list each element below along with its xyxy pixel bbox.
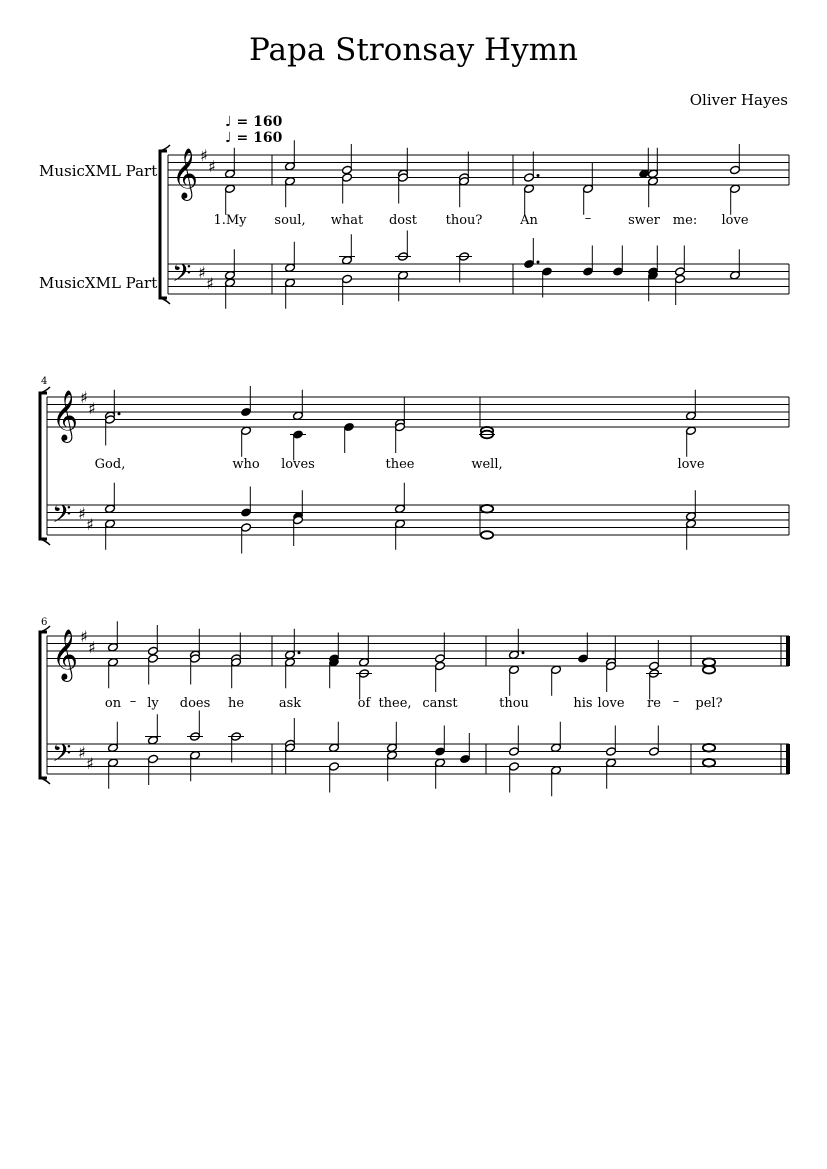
lyric-syllable: his (573, 696, 593, 711)
lyric-syllable: soul, (274, 213, 306, 228)
sharp-icon: ♯ (88, 399, 96, 418)
lyric-syllable: 1.My (213, 213, 247, 228)
lyric-syllable: on (104, 696, 122, 711)
composer-name: Oliver Hayes (689, 91, 788, 109)
score-title: Papa Stronsay Hymn (249, 32, 578, 68)
dot (522, 651, 525, 654)
lyric-syllable: thou (499, 696, 529, 711)
lyric-syllable: dost (388, 213, 418, 228)
treble-clef-icon: 𝄞 (172, 148, 199, 199)
sharp-icon: ♯ (86, 754, 94, 773)
lyric-syllable: ly (147, 696, 159, 711)
system-bracket (40, 393, 47, 539)
measure-number: 4 (41, 376, 48, 387)
part-name-lower: MusicXML Part (39, 274, 158, 292)
lyric-syllable: canst (422, 696, 458, 711)
tempo-marking-2: ♩ = 160 (225, 130, 283, 146)
bass-clef-icon: 𝄢 (52, 739, 72, 774)
sharp-icon: ♯ (208, 157, 216, 176)
whole-note (703, 666, 715, 674)
lyric-hyphen: – (129, 694, 137, 709)
treble-clef-icon: 𝄞 (52, 390, 79, 441)
lyric-syllable: An (520, 213, 538, 228)
sharp-icon: ♯ (80, 388, 88, 407)
lyric-syllable: thee (385, 457, 415, 472)
lyric-syllable: thee, (378, 696, 412, 711)
lyric-syllable: ask (278, 696, 302, 711)
lyric-hyphen: – (672, 694, 680, 709)
whole-note (703, 658, 715, 666)
lyric-syllable: he (227, 696, 245, 711)
bass-clef-icon: 𝄢 (172, 259, 192, 294)
lyric-syllable: does (179, 696, 211, 711)
sharp-icon: ♯ (88, 638, 96, 657)
lyric-syllable: loves (281, 457, 315, 472)
lyric-syllable: thou? (445, 213, 483, 228)
sharp-icon: ♯ (78, 743, 86, 762)
tempo-marking-1: ♩ = 160 (225, 114, 283, 130)
sharp-icon: ♯ (200, 146, 208, 165)
lyric-syllable: swer (628, 213, 660, 228)
whole-note (703, 759, 715, 767)
dot (118, 412, 121, 415)
lyric-syllable: love (721, 213, 749, 228)
lyric-syllable: pel? (695, 696, 723, 711)
system-bracket (160, 151, 167, 298)
lyric-syllable: re (647, 696, 661, 711)
lyric-syllable: me: (672, 213, 698, 228)
lyric-syllable: who (232, 457, 260, 472)
sharp-icon: ♯ (206, 274, 214, 293)
whole-note (481, 531, 493, 539)
lyric-syllable: God, (94, 457, 126, 472)
lyric-syllable: love (597, 696, 625, 711)
quarter-note-icon: ♩ (225, 130, 232, 146)
sharp-icon: ♯ (80, 627, 88, 646)
system-bracket (40, 632, 47, 778)
sharp-icon: ♯ (78, 504, 86, 523)
lyric-syllable: what (330, 213, 364, 228)
bass-clef-icon: 𝄢 (52, 500, 72, 535)
whole-note (703, 744, 715, 752)
lyric-syllable: of (357, 696, 371, 711)
sharp-icon: ♯ (86, 515, 94, 534)
treble-clef-icon: 𝄞 (52, 629, 79, 680)
quarter-note-icon: ♩ (225, 114, 232, 130)
dot (537, 261, 540, 264)
dot (537, 174, 540, 177)
dot (298, 651, 301, 654)
lyric-syllable: well, (471, 457, 503, 472)
sharp-icon: ♯ (198, 263, 206, 282)
whole-note (481, 505, 493, 513)
measure-number: 6 (41, 617, 48, 628)
lyric-syllable: love (677, 457, 705, 472)
lyric-hyphen: – (584, 211, 592, 226)
part-name-upper: MusicXML Part (39, 162, 158, 180)
